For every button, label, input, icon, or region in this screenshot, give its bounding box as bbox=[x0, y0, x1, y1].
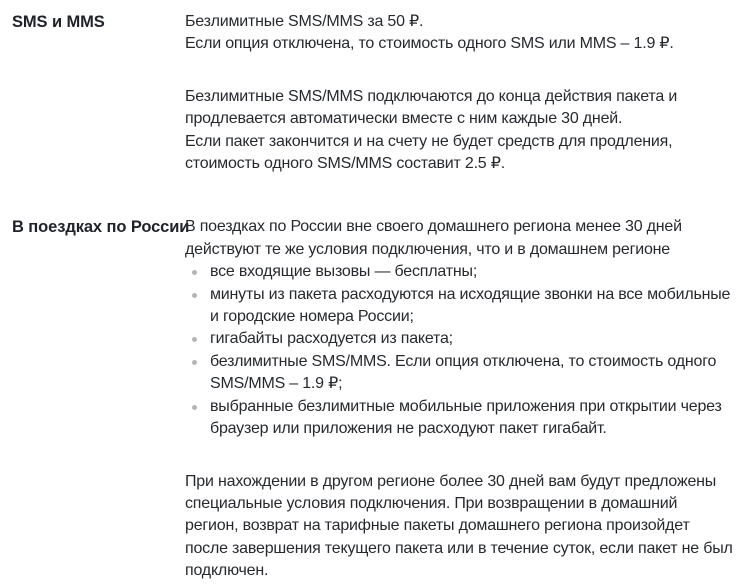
text-line: Безлимитные SMS/MMS подключаются до конца действия пакета и продлевается автоматически вместе с ним каждые 30 дней. bbox=[185, 87, 678, 128]
list-item bbox=[185, 396, 733, 441]
bullet-icon bbox=[192, 405, 197, 410]
text-line: При нахождении в другом регионе более 30 дней вам будут предложены специальные условия подключения. При возвращении в домашний регион, возврат на тарифные пакеты домашнего региона произойдет после завершения текущего пакета или в течение суток, если пакет не был подключен. bbox=[185, 472, 733, 580]
text-line: В поездках по России вне своего домашнего региона менее 30 дней действуют те же условия подключения, что и в домашнем регионе bbox=[185, 218, 682, 258]
list-item-text: безлимитные SMS/MMS. Если опция отключена, то стоимость одного SMS/MMS – 1.9 ₽; bbox=[210, 352, 717, 393]
paragraph-travel-outro bbox=[185, 471, 733, 583]
section-content-travel-russia bbox=[185, 216, 733, 582]
list-item-text: гигабайты расходуется из пакета; bbox=[210, 330, 453, 348]
bullet-icon bbox=[192, 270, 197, 275]
section-content-sms-mms bbox=[185, 11, 733, 175]
list-item bbox=[185, 351, 733, 396]
list-item-text: все входящие вызовы — бесплатны; bbox=[210, 263, 478, 281]
paragraph-sms-renewal bbox=[185, 86, 733, 176]
bullet-icon bbox=[192, 360, 197, 365]
list-item bbox=[185, 261, 733, 283]
paragraph-travel-intro bbox=[185, 216, 733, 261]
section-heading-travel-russia: В поездках по России bbox=[12, 218, 190, 237]
text-line: Если опция отключена, то стоимость одного SMS или MMS – 1.9 ₽. bbox=[185, 35, 674, 53]
bullet-icon bbox=[192, 337, 197, 342]
text-line: Безлимитные SMS/MMS за 50 ₽. bbox=[185, 13, 424, 30]
list-item bbox=[185, 284, 733, 329]
list-item-text: выбранные безлимитные мобильные приложения при открытии через браузер или приложения не расходуют пакет гигабайт. bbox=[210, 397, 722, 438]
section-travel-russia bbox=[12, 216, 741, 582]
list-item bbox=[185, 328, 733, 350]
section-heading-sms-mms: SMS и MMS bbox=[12, 13, 105, 31]
list-item-text: минуты из пакета расходуются на исходящие звонки на все мобильные и городские номера России; bbox=[210, 285, 731, 326]
travel-conditions-list bbox=[185, 261, 733, 440]
bullet-icon bbox=[192, 293, 197, 298]
text-line: Если пакет закончится и на счету не будет средств для продления, стоимость одного SMS/MMS составит 2.5 ₽. bbox=[185, 132, 673, 173]
section-sms-mms bbox=[12, 11, 741, 175]
paragraph-sms-price bbox=[185, 11, 733, 56]
